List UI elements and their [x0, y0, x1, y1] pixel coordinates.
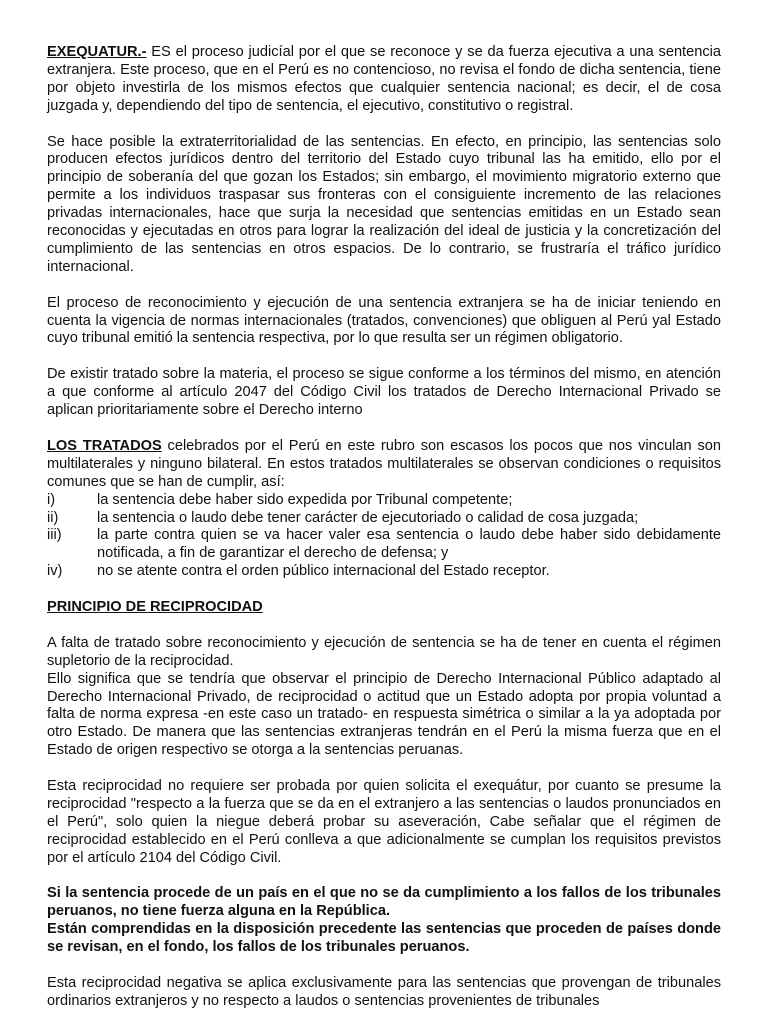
list-item-text: la sentencia o laudo debe tener carácter de ejecutoriado o calidad de cosa juzgada;: [97, 509, 639, 526]
list-item-text: la parte contra quien se va hacer valer esa sentencia o laudo debe haber sido debidamente notificada, a fin de garantizar el derecho de defensa; y: [97, 527, 721, 562]
tratados-heading: LOS TRATADOS: [47, 437, 162, 454]
reciprocidad-significado-paragraph: Ello significa que se tendría que observar el principio de Derecho Internacional Público adaptado al Derecho Internacional Privado, de reciprocidad o actitud que un Estado adopta por propia voluntad a falta de norma expresa -en este caso un tratado- en respuesta simétrica o similar a la ya adoptada por otro Estado. De manera que las sentencias extranjeras tendrán en el Perú la misma fuerza que en el Estado de origen respectivo se otorga a la sentencias peruanas.: [47, 670, 721, 759]
articulo-bold-paragraph-2: Están comprendidas en la disposición precedente las sentencias que proceden de países donde se revisan, en el fondo, los fallos de los tribunales peruanos.: [47, 921, 721, 956]
reciprocidad-intro-paragraph: A falta de tratado sobre reconocimiento y ejecución de sentencia se ha de tener en cuenta el régimen supletorio de la reciprocidad.: [47, 634, 721, 669]
tratados-paragraph: [47, 438, 721, 492]
requisitos-list: [47, 492, 721, 582]
list-item: [47, 510, 721, 528]
list-marker: ii): [47, 509, 59, 526]
exequatur-heading: EXEQUATUR.-: [47, 44, 147, 60]
list-item: [47, 527, 721, 563]
proceso-paragraph: El proceso de reconocimiento y ejecución de una sentencia extranjera se ha de iniciar teniendo en cuenta la vigencia de normas internacionales (tratados, convenciones) que obliguen al Perú yal Estado cuyo tribunal emitió la sentencia respectiva, por lo que resulta ser un régimen obligatorio.: [47, 294, 721, 347]
list-item-text: no se atente contra el orden público internacional del Estado receptor.: [97, 563, 550, 580]
reciprocidad-negativa-paragraph: Esta reciprocidad negativa se aplica exclusivamente para las sentencias que provengan de tribunales ordinarios extranjeros y no respecto a laudos o sentencias provenientes de tribunales: [47, 974, 721, 1009]
list-item-text: la sentencia debe haber sido expedida por Tribunal competente;: [97, 491, 513, 508]
list-marker: iv): [47, 563, 63, 580]
exequatur-paragraph: [47, 44, 721, 116]
document-page: [47, 44, 721, 1029]
list-item: [47, 492, 721, 510]
list-marker: i): [47, 491, 56, 508]
list-marker: iii): [47, 527, 62, 544]
reciprocidad-presuncion-paragraph: Esta reciprocidad no requiere ser probada por quien solicita el exequátur, por cuanto se presume la reciprocidad "respecto a la fuerza que se da en el extranjero a las sentencias o laudos pronunciados en el Perú", solo quien la niegue deberá probar su aseveración, Cabe señalar que el régimen de reciprocidad establecido en el Perú conlleva a que adicionalmente se cumplan los requisitos previstos por el artículo 2104 del Código Civil.: [47, 778, 721, 866]
articulo-bold-paragraph-1: Si la sentencia procede de un país en el que no se da cumplimiento a los fallos de los tribunales peruanos, no tiene fuerza alguna en la República.: [47, 885, 721, 920]
reciprocidad-heading: PRINCIPIO DE RECIPROCIDAD: [47, 599, 263, 616]
extraterritorialidad-paragraph: Se hace posible la extraterritorialidad de las sentencias. En efecto, en principio, las sentencias solo producen efectos jurídicos dentro del territorio del Estado cuyo tribunal las ha emitido, ello por el principio de soberanía del que gozan los Estados; sin embargo, el movimiento migratorio externo que permite a los individuos traspasar sus fronteras con el consiguiente incremento de las relaciones privadas internacionales, hace que surja la necesidad que sentencias emitidas en un Estado sean reconocidas y ejecutadas en otros para lograr la realización del ideal de justicia y la concretización del cumplimiento de las sentencias en otros espacios. De lo contrario, se frustraría el tráfico jurídico internacional.: [47, 133, 721, 275]
exequatur-text: ES el proceso judicíal por el que se reconoce y se da fuerza ejecutiva a una sentencia extranjera. Este proceso, que en el Perú es no contencioso, no revisa el fondo de dicha sentencia, tiene por objeto investirla de los mismos efectos que cualquier sentencia nacional; es decir, el de cosa juzgada y, dependiendo del tipo de sentencia, el ejecutivo, constitutivo o registral.: [47, 44, 721, 114]
tratados-text: celebrados por el Perú en este rubro son escasos los pocos que nos vinculan son multilaterales y ninguno bilateral. En estos tratados multilaterales se observan condiciones o requisitos comunes que se han de cumplir, así:: [47, 437, 721, 490]
list-item: [47, 563, 721, 581]
tratado-materia-paragraph: De existir tratado sobre la materia, el proceso se sigue conforme a los términos del mismo, en atención a que conforme al artículo 2047 del Código Civil los tratados de Derecho Internacional Privado se aplican prioritariamente sobre el Derecho interno: [47, 366, 721, 419]
